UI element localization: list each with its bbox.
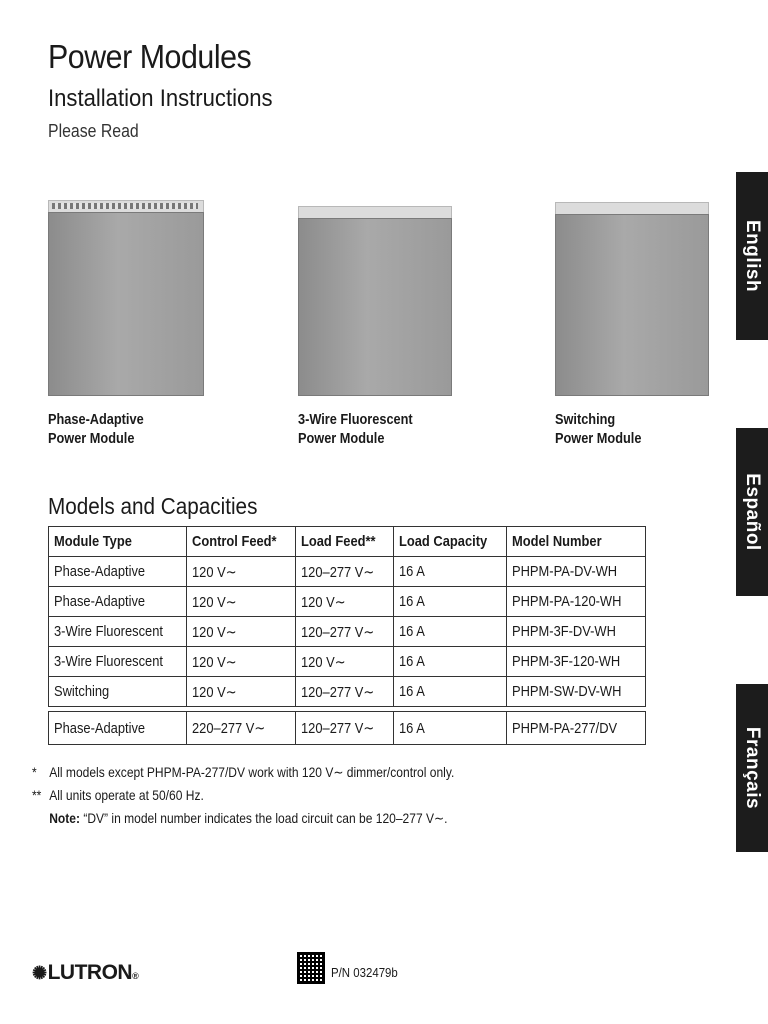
column-header: Load Feed** [296,527,394,557]
table-cell: 3-Wire Fluorescent [49,647,187,677]
table-cell: 16 A [393,712,507,745]
footnote-text: All units operate at 50/60 Hz. [49,787,204,803]
caption-switching [555,410,641,448]
caption-line2: Power Module [555,430,642,447]
footnote-1 [32,761,454,784]
table-cell: PHPM-PA-277/DV [507,712,645,745]
table-cell: 16 A [393,647,507,677]
table-cell: 120 V∼ [186,587,295,617]
table-row [49,712,646,745]
table-row [49,617,646,647]
table-row [49,677,646,707]
tab-english[interactable] [736,172,768,340]
part-number: P/N 032479b [331,965,398,980]
table-cell: 16 A [393,557,507,587]
table-row [49,587,646,617]
registered-icon: ® [132,971,139,981]
column-header: Module Type [49,527,187,557]
note-text: “DV” in model number indicates the load circuit can be 120–277 V∼. [83,810,448,826]
phase-adaptive-module-image [48,200,206,398]
table-cell: 16 A [393,617,507,647]
table-cell: 16 A [393,587,507,617]
table-cell: Phase-Adaptive [49,712,187,745]
tab-english-label: English [742,219,763,293]
tab-francais-label: Français [742,726,763,810]
tab-espanol-label: Español [742,473,763,551]
footnote-2 [32,784,204,807]
caption-phase-adaptive [48,410,144,448]
footnote-text: All models except PHPM-PA-277/DV work with 120 V∼ dimmer/control only. [49,764,455,780]
column-header: Model Number [507,527,645,557]
models-section-title: Models and Capacities [48,493,258,519]
table-header-row [49,527,646,557]
column-header: Load Capacity [393,527,507,557]
caption-line1: 3-Wire Fluorescent [298,411,413,428]
footnote-note [32,807,447,830]
table-cell: 3-Wire Fluorescent [49,617,187,647]
logo-text: LUTRON [47,961,133,984]
tab-espanol[interactable] [736,428,768,596]
column-header: Control Feed* [186,527,295,557]
models-table [48,526,646,745]
caption-line1: Switching [555,411,616,428]
table-cell: 120 V∼ [186,557,295,587]
table-cell: 120 V∼ [186,647,295,677]
please-read-note: Please Read [48,121,139,141]
caption-line1: Phase-Adaptive [48,411,144,428]
table-cell: 120 V∼ [296,647,394,677]
table-row [49,647,646,677]
table-cell: PHPM-SW-DV-WH [507,677,645,707]
footnote-mark: ** [32,787,42,803]
page-subtitle: Installation Instructions [48,85,273,112]
tab-francais[interactable] [736,684,768,852]
table-cell: 120–277 V∼ [296,617,394,647]
table-cell: Phase-Adaptive [49,587,187,617]
table-cell: 120–277 V∼ [296,712,394,745]
page-title: Power Modules [48,38,252,75]
lutron-symbol-icon: ✺ [32,963,47,983]
table-cell: 120 V∼ [186,677,295,707]
table-cell: 120 V∼ [296,587,394,617]
table-cell: 120–277 V∼ [296,557,394,587]
barcode-icon [297,952,325,984]
table-cell: PHPM-PA-DV-WH [507,557,645,587]
table-cell: PHPM-PA-120-WH [507,587,645,617]
table-cell: PHPM-3F-DV-WH [507,617,645,647]
table-cell: Switching [49,677,187,707]
note-label: Note: [49,810,80,826]
table-cell: Phase-Adaptive [49,557,187,587]
table-cell: 120–277 V∼ [296,677,394,707]
lutron-logo [32,961,138,985]
table-cell: 120 V∼ [186,617,295,647]
table-cell: 220–277 V∼ [186,712,295,745]
footnote-mark: * [32,764,37,780]
fluorescent-module-image [298,206,454,396]
table-cell: 16 A [393,677,507,707]
caption-line2: Power Module [298,430,385,447]
switching-module-image [555,202,711,396]
caption-fluorescent [298,410,413,448]
table-row [49,557,646,587]
caption-line2: Power Module [48,430,135,447]
table-cell: PHPM-3F-120-WH [507,647,645,677]
